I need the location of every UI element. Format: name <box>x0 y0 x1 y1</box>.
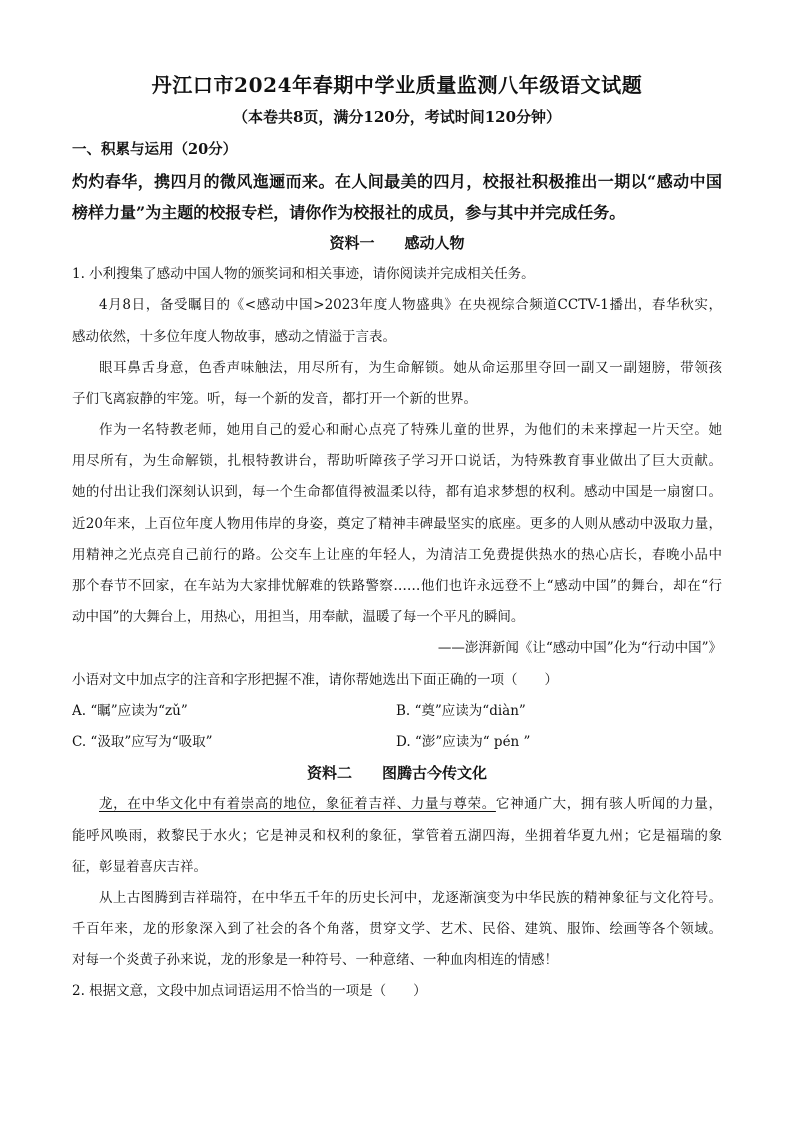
options-row <box>72 727 722 758</box>
passage-line: 那个春节不回家，在车站为大家排忧解难的铁路警察……他们也许永远登不上“感动中国”的舞台，却在“行 <box>72 578 722 595</box>
passage-line: 千百年来，龙的形象深入到了社会的各个角落，贯穿文学、艺术、民俗、建筑、服饰、绘画等各个领域。 <box>72 921 722 938</box>
options-row <box>72 696 722 727</box>
exam-title: 丹江口市2024年春期中学业质量监测八年级语文试题 <box>151 73 643 97</box>
passage-line: 从上古图腾到吉祥瑞符，在中华五千年的历史长河中，龙逐渐演变为中华民族的精神象征与文化符号。 <box>99 889 722 906</box>
underlined-sentence: 龙，在中华文化中有着崇高的地位，象征着吉祥、力量与尊荣。 <box>99 796 496 813</box>
option-c: C. “汲取”应写为“吸取” <box>72 733 213 750</box>
passage-line: 子们飞离寂静的牢笼。听，每一个新的发音，都打开一个新的世界。 <box>72 390 477 407</box>
passage-line: 眼耳鼻舌身意，色香声味触法，用尽所有，为生命解锁。她从命运那里夺回一副又一副翅膀，带领孩 <box>99 359 722 376</box>
intro-line: 榜样力量”为主题的校报专栏，请你作为校报社的成员，参与其中并完成任务。 <box>72 202 626 222</box>
intro-line: 灼灼春华，携四月的微风迤逦而来。在人间最美的四月，校报社积极推出一期以“感动中国 <box>72 171 722 191</box>
passage-line: 作为一名特教老师，她用自己的爱心和耐心点亮了特殊儿童的世界，为他们的未来撑起一片天空。她 <box>99 422 722 439</box>
passage-line: 动中国”的大舞台上，用热心，用担当，用奉献，温暖了每一个平凡的瞬间。 <box>72 609 525 626</box>
passage-line: 征，彰显着喜庆吉祥。 <box>72 858 207 875</box>
passage-text: 它神通广大，拥有骇人听闻的力量， <box>495 796 722 813</box>
passage-line: 对每一个炎黄子孙来说，龙的形象是一种符号、一种意绪、一种血肉相连的情感！ <box>72 952 558 969</box>
passage-line: 感动依然，十多位年度人物故事，感动之情溢于言表。 <box>72 328 396 345</box>
passage-line: 4月8日，备受瞩目的《<感动中国>2023年度人物盛典》在央视综合频道CCTV-1播出，春华秋实， <box>99 297 722 314</box>
passage-line: 能呼风唤雨，救黎民于水火；它是神灵和权利的象征，掌管着五湖四海，坐拥着华夏九州；它是福瑞的象 <box>72 827 722 844</box>
question-1-text: 1. 小利搜集了感动中国人物的颁奖词和相关事迹，请你阅读并完成相关任务。 <box>72 266 535 283</box>
option-d: D. “澎”应读为“ pén ” <box>396 733 531 750</box>
passage-line <box>72 789 722 820</box>
section-heading: 一、积累与运用（20分） <box>72 141 238 159</box>
question-1-prompt: 小语对文中加点字的注音和字形把握不准，请你帮她选出下面正确的一项（ ） <box>72 671 558 688</box>
exam-subtitle: （本卷共8页，满分120分，考试时间120分钟） <box>232 108 562 126</box>
passage-line: 用精神之光点亮自己前行的路。公交车上让座的年轻人，为清洁工免费提供热水的热心店长，春晚小品中 <box>72 546 722 563</box>
exam-body <box>72 134 722 1007</box>
passage-line: 用尽所有，为生命解锁，扎根特教讲台，帮助听障孩子学习开口说话，为特殊教育事业做出了巨大贡献。 <box>72 453 722 470</box>
passage-line: 她的付出让我们深刻认识到，每一个生命都值得被温柔以待，都有追求梦想的权利。感动中国是一扇窗口。 <box>72 484 722 501</box>
passage-line: 近20年来，上百位年度人物用伟岸的身姿，奠定了精神丰碑最坚实的底座。更多的人则从感动中汲取力量， <box>72 515 722 532</box>
passage-source: ——澎湃新闻《让“感动中国”化为“行动中国”》 <box>437 640 722 657</box>
option-a: A. “瞩”应读为“zǔ” <box>72 702 188 719</box>
material-two-heading: 资料二 图腾古今传文化 <box>306 764 487 783</box>
option-b: B. “奠”应读为“diàn” <box>396 702 526 719</box>
question-2-text: 2. 根据文意，文段中加点词语运用不恰当的一项是（ ） <box>72 983 427 1000</box>
material-one-heading: 资料一 感动人物 <box>329 233 465 252</box>
